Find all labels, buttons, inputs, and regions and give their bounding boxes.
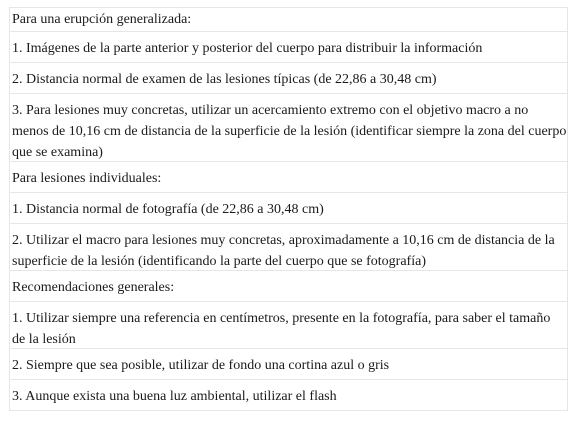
- recommendations-table: [9, 7, 568, 411]
- table-row: 1. Utilizar siempre una referencia en centímetros, presente en la fotografía, para saber el tamaño de la lesión: [10, 302, 567, 349]
- table-row: 2. Distancia normal de examen de las lesiones típicas (de 22,86 a 30,48 cm): [10, 63, 567, 94]
- table-row: 1. Imágenes de la parte anterior y posterior del cuerpo para distribuir la información: [10, 32, 567, 63]
- table-row: 1. Distancia normal de fotografía (de 22,86 a 30,48 cm): [10, 193, 567, 224]
- section-heading-general-recommendations: Recomendaciones generales:: [10, 271, 567, 302]
- section-heading-generalized-rash: Para una erupción generalizada:: [10, 8, 567, 32]
- section-heading-individual-lesions: Para lesiones individuales:: [10, 162, 567, 193]
- table-row: 2. Utilizar el macro para lesiones muy concretas, aproximadamente a 10,16 cm de distancia de la superficie de la lesión (identificando la parte del cuerpo que se fotografía): [10, 224, 567, 271]
- table-row: 3. Para lesiones muy concretas, utilizar un acercamiento extremo con el objetivo macro a no menos de 10,16 cm de distancia de la superficie de la lesión (identificar siempre la zona del cuerpo que se examina): [10, 94, 567, 162]
- table-row: 3. Aunque exista una buena luz ambiental, utilizar el flash: [10, 380, 567, 411]
- table-row: 2. Siempre que sea posible, utilizar de fondo una cortina azul o gris: [10, 349, 567, 380]
